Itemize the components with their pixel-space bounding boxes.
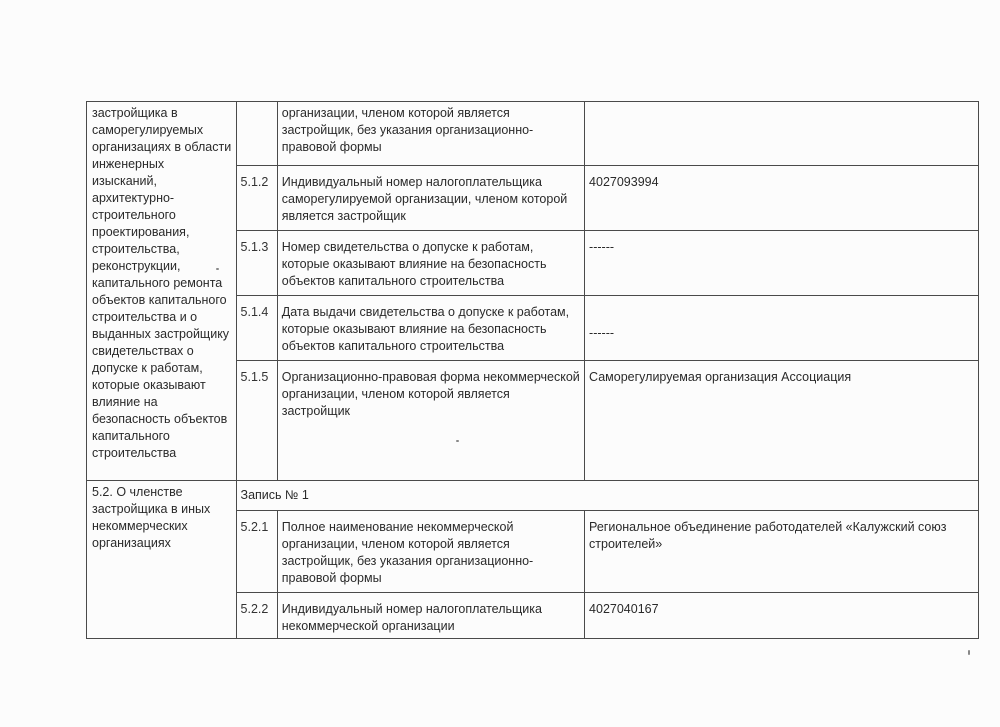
field-value: 4027040167: [585, 593, 979, 639]
field-label: Индивидуальный номер налогоплательщика некоммерческой организации: [277, 593, 584, 639]
field-value: 4027093994: [585, 166, 979, 231]
field-value: [585, 102, 979, 166]
field-value: ------: [585, 231, 979, 296]
row-number: 5.1.5: [236, 361, 277, 481]
developer-info-table: [86, 101, 979, 639]
row-number: 5.1.2: [236, 166, 277, 231]
field-label: Дата выдачи свидетельства о допуске к работам, которые оказывают влияние на безопасность объектов капитального строительства: [277, 296, 584, 361]
field-label: Номер свидетельства о допуске к работам, которые оказывают влияние на безопасность объектов капитального строительства: [277, 231, 584, 296]
field-label: организации, членом которой является застройщик, без указания организационно-правовой формы: [277, 102, 584, 166]
field-value: Региональное объединение работодателей «Калужский союз строителей»: [585, 511, 979, 593]
table-row: [87, 481, 979, 511]
field-value: ------: [585, 296, 979, 361]
row-number: [236, 102, 277, 166]
table-row: [87, 102, 979, 166]
scan-speck: [968, 650, 970, 655]
section-5-2-title: 5.2. О членстве застройщика в иных некоммерческих организациях: [87, 481, 237, 639]
field-value: Саморегулируемая организация Ассоциация: [585, 361, 979, 481]
field-label: Организационно-правовая форма некоммерческой организации, членом которой является застройщик: [277, 361, 584, 481]
row-number: 5.1.4: [236, 296, 277, 361]
section-5-1-title: застройщика в саморегулируемых организациях в области инженерных изысканий, архитектурно-строительного проектирования, строительства, реконструкции, капитального ремонта объектов капитального строительства и о выданных застройщику свидетельствах о допуске к работам, которые оказывают влияние на безопасность объектов капитального строительства: [87, 102, 237, 481]
field-label: Полное наименование некоммерческой организации, членом которой является застройщик, без указания организационно-правовой формы: [277, 511, 584, 593]
record-label: Запись № 1: [236, 481, 978, 511]
row-number: 5.2.2: [236, 593, 277, 639]
row-number: 5.1.3: [236, 231, 277, 296]
row-number: 5.2.1: [236, 511, 277, 593]
field-label: Индивидуальный номер налогоплательщика саморегулируемой организации, членом которой является застройщик: [277, 166, 584, 231]
